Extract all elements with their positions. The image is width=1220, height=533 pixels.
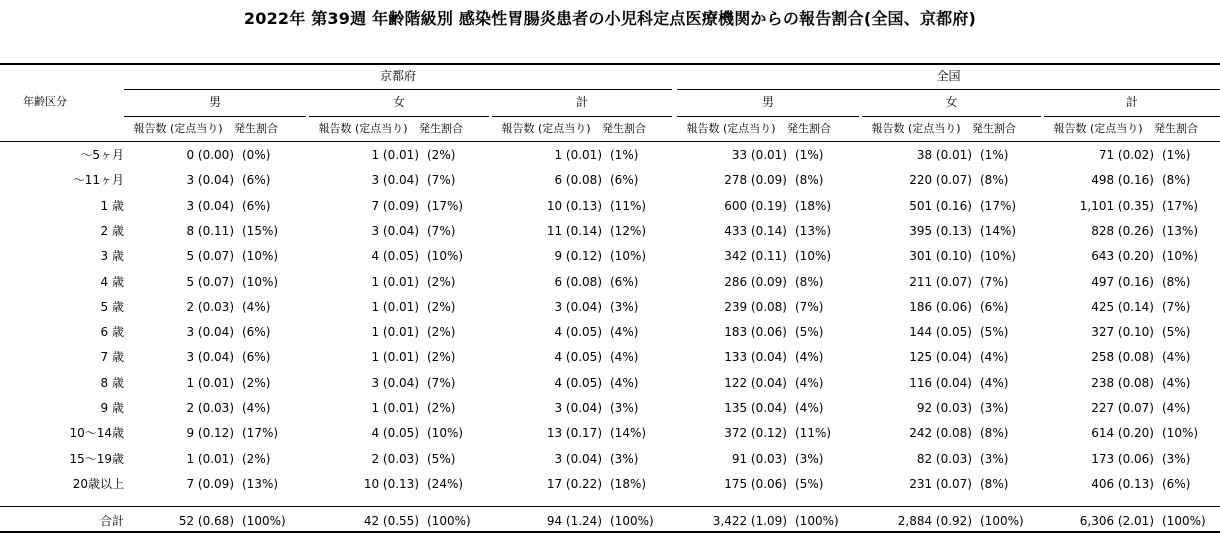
- age-label: 〜11ヶ月: [72, 173, 124, 188]
- age-label: 4 歳: [100, 274, 124, 289]
- rate-cell: (5%): [795, 476, 824, 491]
- rate-cell: (5%): [427, 451, 456, 466]
- report-count-cell: 116 (0.04): [909, 375, 972, 390]
- rule-line: [492, 116, 672, 117]
- rate-cell: (100%): [1162, 514, 1206, 528]
- rate-cell: (14%): [980, 223, 1017, 238]
- report-count-cell: 33 (0.01): [731, 148, 787, 162]
- report-count-cell: 6,306 (2.01): [1079, 514, 1154, 528]
- rate-cell: (4%): [795, 375, 824, 390]
- sex-header-male: 男: [761, 95, 774, 109]
- rate-cell: (4%): [242, 299, 271, 314]
- rate-cell: (6%): [242, 198, 271, 213]
- age-label: 15〜19歳: [69, 451, 124, 466]
- rate-cell: (10%): [610, 249, 647, 264]
- age-label: 9 歳: [100, 401, 124, 415]
- rule-line: [0, 506, 1220, 507]
- age-label: 合計: [99, 514, 124, 528]
- rate-cell: (8%): [980, 173, 1009, 188]
- rate-cell: (18%): [610, 476, 647, 491]
- report-count-cell: 220 (0.07): [909, 173, 972, 188]
- rate-cell: (17%): [427, 198, 464, 213]
- report-count-cell: 4 (0.05): [371, 249, 419, 264]
- sex-header-female: 女: [392, 95, 405, 109]
- rate-cell: (3%): [1162, 451, 1191, 466]
- page-title: 2022年 第39週 年齢階級別 感染性胃腸炎患者の小児科定点医療機関からの報告割合(全国、京都府): [243, 9, 977, 28]
- rate-cell: (11%): [610, 198, 647, 213]
- report-count-cell: 239 (0.08): [724, 299, 787, 314]
- rate-cell: (6%): [980, 299, 1009, 314]
- report-count-cell: 17 (0.22): [546, 476, 602, 491]
- rate-cell: (4%): [242, 401, 271, 415]
- report-count-cell: 342 (0.11): [724, 249, 787, 264]
- rate-cell: (2%): [427, 148, 456, 162]
- rate-cell: (1%): [980, 148, 1009, 162]
- rate-cell: (100%): [980, 514, 1024, 528]
- report-count-cell: 38 (0.01): [916, 148, 972, 162]
- rate-cell: (10%): [427, 426, 464, 441]
- report-count-cell: 3 (0.04): [186, 325, 234, 340]
- rate-cell: (4%): [610, 325, 639, 340]
- report-count-cell: 433 (0.14): [724, 223, 787, 238]
- rule-line: [677, 116, 859, 117]
- report-count-cell: 614 (0.20): [1091, 426, 1154, 441]
- report-count-cell: 3 (0.04): [554, 401, 602, 415]
- age-label: 5 歳: [100, 299, 124, 314]
- report-count-cell: 183 (0.06): [724, 325, 787, 340]
- rate-cell: (100%): [795, 514, 839, 528]
- sex-header-total: 計: [575, 95, 588, 109]
- report-count-cell: 501 (0.16): [909, 198, 972, 213]
- rate-cell: (7%): [427, 375, 456, 390]
- rule-line: [309, 116, 489, 117]
- report-count-cell: 133 (0.04): [724, 350, 787, 365]
- rule-line: [0, 141, 1220, 142]
- report-count-cell: 231 (0.07): [909, 476, 972, 491]
- rate-cell: (8%): [980, 476, 1009, 491]
- rate-cell: (7%): [980, 274, 1009, 289]
- rate-cell: (10%): [980, 249, 1017, 264]
- subheader-count: 報告数 (定点当り): [871, 122, 961, 135]
- subheader-count: 報告数 (定点当り): [686, 122, 776, 135]
- rate-cell: (100%): [610, 514, 654, 528]
- sex-header-male: 男: [208, 95, 221, 109]
- rate-cell: (6%): [242, 173, 271, 188]
- rate-cell: (12%): [610, 223, 647, 238]
- rate-cell: (3%): [610, 451, 639, 466]
- report-count-cell: 3 (0.04): [186, 173, 234, 188]
- report-count-cell: 9 (0.12): [554, 249, 602, 264]
- rate-cell: (6%): [242, 325, 271, 340]
- subheader-rate: 発生割合: [602, 122, 646, 135]
- report-count-cell: 71 (0.02): [1098, 148, 1154, 162]
- report-count-cell: 91 (0.03): [731, 451, 787, 466]
- report-count-cell: 135 (0.04): [724, 401, 787, 415]
- report-count-cell: 4 (0.05): [554, 350, 602, 365]
- report-count-cell: 1 (0.01): [186, 375, 234, 390]
- rate-cell: (8%): [1162, 173, 1191, 188]
- report-count-cell: 144 (0.05): [909, 325, 972, 340]
- rate-cell: (0%): [242, 148, 271, 162]
- rate-cell: (2%): [427, 401, 456, 415]
- rate-cell: (10%): [242, 249, 279, 264]
- report-count-cell: 11 (0.14): [546, 223, 602, 238]
- report-count-cell: 8 (0.11): [186, 223, 234, 238]
- report-count-cell: 286 (0.09): [724, 274, 787, 289]
- row-header-label: 年齢区分: [23, 95, 67, 108]
- report-count-cell: 3 (0.04): [371, 375, 419, 390]
- report-count-cell: 125 (0.04): [909, 350, 972, 365]
- subheader-rate: 発生割合: [1154, 122, 1198, 135]
- report-count-cell: 301 (0.10): [909, 249, 972, 264]
- rate-cell: (2%): [242, 375, 271, 390]
- report-count-cell: 327 (0.10): [1091, 325, 1154, 340]
- report-count-cell: 1 (0.01): [186, 451, 234, 466]
- rate-cell: (4%): [1162, 350, 1191, 365]
- report-count-cell: 10 (0.13): [363, 476, 419, 491]
- rate-cell: (24%): [427, 476, 464, 491]
- report-count-cell: 1 (0.01): [371, 274, 419, 289]
- report-count-cell: 1 (0.01): [371, 350, 419, 365]
- sex-header-female: 女: [945, 95, 958, 109]
- rate-cell: (2%): [427, 325, 456, 340]
- rate-cell: (3%): [610, 299, 639, 314]
- report-count-cell: 2 (0.03): [186, 401, 234, 415]
- rate-cell: (4%): [1162, 375, 1191, 390]
- rate-cell: (8%): [980, 426, 1009, 441]
- report-count-cell: 2 (0.03): [186, 299, 234, 314]
- rate-cell: (2%): [242, 451, 271, 466]
- report-count-cell: 3 (0.04): [186, 350, 234, 365]
- sex-header-total: 計: [1125, 95, 1138, 109]
- report-count-cell: 173 (0.06): [1091, 451, 1154, 466]
- report-count-cell: 42 (0.55): [363, 514, 419, 528]
- report-count-cell: 1,101 (0.35): [1079, 198, 1154, 213]
- rate-cell: (5%): [795, 325, 824, 340]
- rate-cell: (6%): [1162, 476, 1191, 491]
- report-count-cell: 6 (0.08): [554, 274, 602, 289]
- rule-line: [0, 63, 1220, 65]
- rate-cell: (7%): [795, 299, 824, 314]
- report-count-cell: 211 (0.07): [909, 274, 972, 289]
- report-count-cell: 425 (0.14): [1091, 299, 1154, 314]
- rate-cell: (3%): [610, 401, 639, 415]
- report-count-cell: 1 (0.01): [371, 401, 419, 415]
- report-count-cell: 9 (0.12): [186, 426, 234, 441]
- rate-cell: (2%): [427, 350, 456, 365]
- rate-cell: (10%): [242, 274, 279, 289]
- rate-cell: (3%): [980, 451, 1009, 466]
- rate-cell: (6%): [610, 173, 639, 188]
- subheader-rate: 発生割合: [972, 122, 1016, 135]
- report-count-cell: 4 (0.05): [371, 426, 419, 441]
- report-count-cell: 242 (0.08): [909, 426, 972, 441]
- rate-cell: (4%): [1162, 401, 1191, 415]
- rate-cell: (5%): [1162, 325, 1191, 340]
- age-label: 7 歳: [100, 350, 124, 365]
- subheader-count: 報告数 (定点当り): [501, 122, 591, 135]
- region-header-kyoto: 京都府: [379, 69, 416, 83]
- report-count-cell: 13 (0.17): [546, 426, 602, 441]
- report-count-cell: 186 (0.06): [909, 299, 972, 314]
- report-count-cell: 6 (0.08): [554, 173, 602, 188]
- rate-cell: (4%): [795, 350, 824, 365]
- subheader-rate: 発生割合: [419, 122, 463, 135]
- report-count-cell: 5 (0.07): [186, 249, 234, 264]
- report-count-cell: 497 (0.16): [1091, 274, 1154, 289]
- report-count-cell: 7 (0.09): [371, 198, 419, 213]
- rate-cell: (3%): [980, 401, 1009, 415]
- report-count-cell: 227 (0.07): [1091, 401, 1154, 415]
- report-count-cell: 175 (0.06): [724, 476, 787, 491]
- rule-line: [124, 89, 672, 90]
- rate-cell: (13%): [242, 476, 279, 491]
- report-count-cell: 2,884 (0.92): [897, 514, 972, 528]
- rate-cell: (7%): [427, 223, 456, 238]
- report-count-cell: 1 (0.01): [371, 148, 419, 162]
- age-label: 3 歳: [100, 249, 124, 264]
- subheader-count: 報告数 (定点当り): [318, 122, 408, 135]
- rate-cell: (17%): [242, 426, 279, 441]
- rate-cell: (13%): [1162, 223, 1199, 238]
- rate-cell: (18%): [795, 198, 832, 213]
- report-count-cell: 258 (0.08): [1091, 350, 1154, 365]
- region-header-national: 全国: [936, 69, 961, 83]
- rule-line: [677, 89, 1220, 90]
- report-count-cell: 4 (0.05): [554, 375, 602, 390]
- report-count-cell: 52 (0.68): [178, 514, 234, 528]
- report-count-cell: 3 (0.04): [371, 223, 419, 238]
- rate-cell: (6%): [610, 274, 639, 289]
- rate-cell: (1%): [1162, 148, 1191, 162]
- report-count-cell: 4 (0.05): [554, 325, 602, 340]
- report-count-cell: 372 (0.12): [724, 426, 787, 441]
- rate-cell: (13%): [795, 223, 832, 238]
- subheader-count: 報告数 (定点当り): [133, 122, 223, 135]
- rate-cell: (17%): [1162, 198, 1199, 213]
- age-label: 6 歳: [100, 325, 124, 340]
- rate-cell: (3%): [795, 451, 824, 466]
- report-count-cell: 3 (0.04): [371, 173, 419, 188]
- rate-cell: (15%): [242, 223, 279, 238]
- rule-line: [1044, 116, 1220, 117]
- rate-cell: (10%): [795, 249, 832, 264]
- rule-line: [124, 116, 306, 117]
- report-count-cell: 1 (0.01): [371, 325, 419, 340]
- rate-cell: (14%): [610, 426, 647, 441]
- report-count-cell: 643 (0.20): [1091, 249, 1154, 264]
- rate-cell: (8%): [795, 173, 824, 188]
- subheader-rate: 発生割合: [787, 122, 831, 135]
- rate-cell: (1%): [795, 148, 824, 162]
- report-count-cell: 238 (0.08): [1091, 375, 1154, 390]
- rate-cell: (4%): [610, 375, 639, 390]
- report-count-cell: 94 (1.24): [546, 514, 602, 528]
- rate-cell: (4%): [610, 350, 639, 365]
- rate-cell: (17%): [980, 198, 1017, 213]
- subheader-rate: 発生割合: [234, 122, 278, 135]
- age-label: 8 歳: [100, 375, 124, 390]
- age-label: 10〜14歳: [69, 426, 124, 441]
- rate-cell: (10%): [427, 249, 464, 264]
- report-count-cell: 828 (0.26): [1091, 223, 1154, 238]
- age-label: 20歳以上: [72, 476, 124, 491]
- rate-cell: (1%): [610, 148, 639, 162]
- report-count-cell: 3 (0.04): [554, 299, 602, 314]
- report-count-cell: 10 (0.13): [546, 198, 602, 213]
- report-count-cell: 3,422 (1.09): [712, 514, 787, 528]
- report-count-cell: 5 (0.07): [186, 274, 234, 289]
- rate-cell: (4%): [795, 401, 824, 415]
- report-count-cell: 1 (0.01): [371, 299, 419, 314]
- rate-cell: (2%): [427, 299, 456, 314]
- report-count-cell: 92 (0.03): [916, 401, 972, 415]
- report-count-cell: 82 (0.03): [916, 451, 972, 466]
- age-label: 2 歳: [100, 223, 124, 238]
- rate-cell: (2%): [427, 274, 456, 289]
- rate-cell: (8%): [795, 274, 824, 289]
- rate-cell: (5%): [980, 325, 1009, 340]
- age-label: 〜5ヶ月: [80, 148, 124, 162]
- age-label: 1 歳: [100, 198, 124, 213]
- rate-cell: (11%): [795, 426, 832, 441]
- report-count-cell: 395 (0.13): [909, 223, 972, 238]
- report-count-cell: 406 (0.13): [1091, 476, 1154, 491]
- rate-cell: (7%): [1162, 299, 1191, 314]
- rate-cell: (7%): [427, 173, 456, 188]
- rate-cell: (4%): [980, 375, 1009, 390]
- rate-cell: (4%): [980, 350, 1009, 365]
- rate-cell: (100%): [427, 514, 471, 528]
- report-count-cell: 600 (0.19): [724, 198, 787, 213]
- report-count-cell: 498 (0.16): [1091, 173, 1154, 188]
- report-count-cell: 7 (0.09): [186, 476, 234, 491]
- rate-cell: (100%): [242, 514, 286, 528]
- report-count-cell: 3 (0.04): [186, 198, 234, 213]
- rate-cell: (8%): [1162, 274, 1191, 289]
- rule-line: [862, 116, 1041, 117]
- rate-cell: (6%): [242, 350, 271, 365]
- report-count-cell: 3 (0.04): [554, 451, 602, 466]
- report-count-cell: 122 (0.04): [724, 375, 787, 390]
- subheader-count: 報告数 (定点当り): [1053, 122, 1143, 135]
- rate-cell: (10%): [1162, 426, 1199, 441]
- report-count-cell: 0 (0.00): [186, 148, 234, 162]
- report-count-cell: 278 (0.09): [724, 173, 787, 188]
- report-count-cell: 2 (0.03): [371, 451, 419, 466]
- rate-cell: (10%): [1162, 249, 1199, 264]
- report-count-cell: 1 (0.01): [554, 148, 602, 162]
